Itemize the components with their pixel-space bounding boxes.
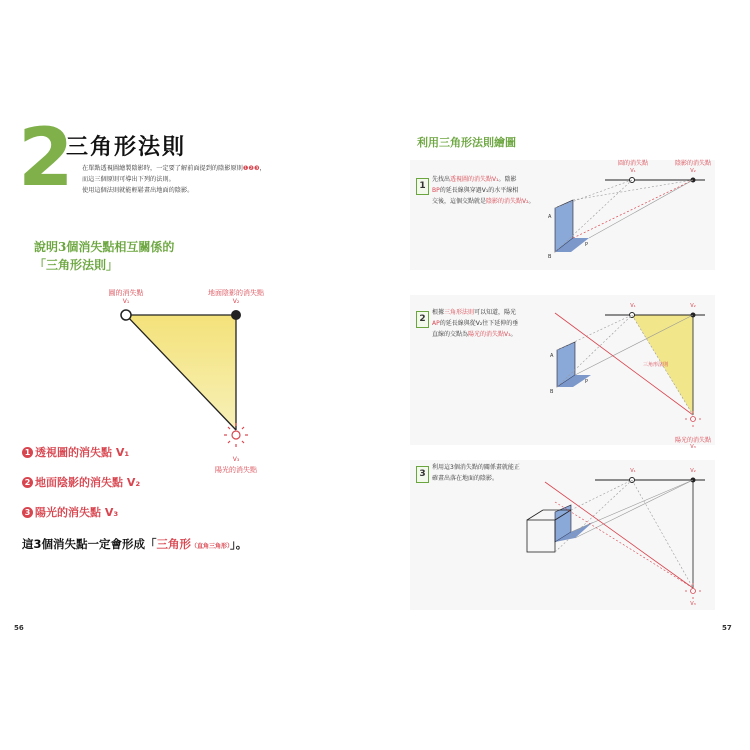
list-item-3: 3 陽光的消失點 V₃: [22, 504, 118, 520]
intro-line-2: 而這三個原則可導出下列的法則。: [82, 176, 175, 183]
step-3-number: 3: [416, 466, 429, 483]
step-3-v3-sub: V₃: [690, 601, 696, 607]
step-1-v1-sub: V₁: [630, 168, 636, 174]
section-title: 說明3個消失點相互關係的 「三角形法則」: [34, 240, 175, 272]
step-2-v3-label: 陽光的消失點: [674, 437, 711, 444]
step-3-text: 利用這3個消失點的關係畫就能正 確畫出落在地面的陰影。: [432, 464, 520, 482]
v3-label: 陽光的消失點: [215, 466, 257, 474]
v2-sub: V₂: [232, 298, 240, 305]
triangle-diagram: [100, 280, 300, 480]
step-1-number: 1: [416, 178, 429, 195]
step-3-box-front: [527, 520, 555, 552]
v2-label: 地面陰影的消失點: [208, 289, 264, 297]
intro-text: [82, 163, 307, 196]
summary-text: 這3個消失點一定會形成「三角形（直角三角形）」。: [22, 537, 248, 551]
step-2-point-p: P: [585, 379, 589, 385]
step-2-diagram: [545, 295, 715, 445]
intro-marks: ❶❷❸: [242, 165, 260, 172]
list-item-1: 1 透視圖的消失點 V₁: [22, 444, 129, 460]
v1-label: 圓的消失點: [108, 289, 144, 297]
page-number-left: 56: [14, 624, 24, 632]
step-1-text: 先找出透視圖的消失點V₁。陰影 BP的延長線與穿過V₁的水平線相 交後，這個交點就是陰影的消失點V₂。: [432, 176, 535, 205]
v1-sub: V₁: [122, 298, 130, 305]
step-1-point-p: P: [585, 242, 589, 248]
right-page-title: 利用三角形法則繪圖: [417, 136, 516, 149]
step-2-text: 根據三角形法則可以知道，陽光 AP的延長線與從V₂往下延伸的垂 直線的交點為陽光的消失點V₃。: [432, 309, 519, 338]
intro-line-1: 在單點透視圖繪製陰影時，一定要了解前面提到的陰影原則❶❷❸，: [82, 165, 266, 172]
step-2-point-a: A: [550, 353, 554, 359]
chapter-number: 2: [18, 111, 72, 204]
intro-line-3: 使用這個法則就能輕鬆畫出地面的陰影。: [82, 187, 194, 194]
v3-sub: V₃: [232, 456, 240, 463]
list-item-2: 2 地面陰影的消失點 V₂: [22, 474, 140, 490]
step-2-triangle-label: 三角形法則: [643, 362, 669, 368]
step-3-sun-ray-2: [555, 502, 693, 588]
step-3-v1-sub: V₁: [630, 468, 636, 474]
step-3-v2-sub: V₂: [690, 468, 696, 474]
step-2-number: 2: [416, 311, 429, 328]
step-1-diagram: [545, 160, 715, 270]
step-1-v1-label: 圓的消失點: [617, 160, 648, 167]
step-1-point-a: A: [548, 214, 552, 220]
step-2-point-b: B: [550, 389, 554, 395]
step-2-v2-sub: V₂: [690, 303, 696, 309]
step-3-diagram: [515, 460, 715, 610]
page-number-right: 57: [722, 624, 732, 632]
step-1-point-b: B: [548, 254, 552, 260]
step-1-v2-label: 陰影的消失點: [674, 160, 711, 167]
page-title: 三角形法則: [66, 135, 187, 160]
v1-point: [121, 310, 131, 320]
step-2-v1-sub: V₁: [630, 303, 636, 309]
v2-point: [231, 310, 241, 320]
step-2-v3-sub: V₃: [690, 444, 696, 450]
step-1-v2-sub: V₂: [690, 168, 696, 174]
